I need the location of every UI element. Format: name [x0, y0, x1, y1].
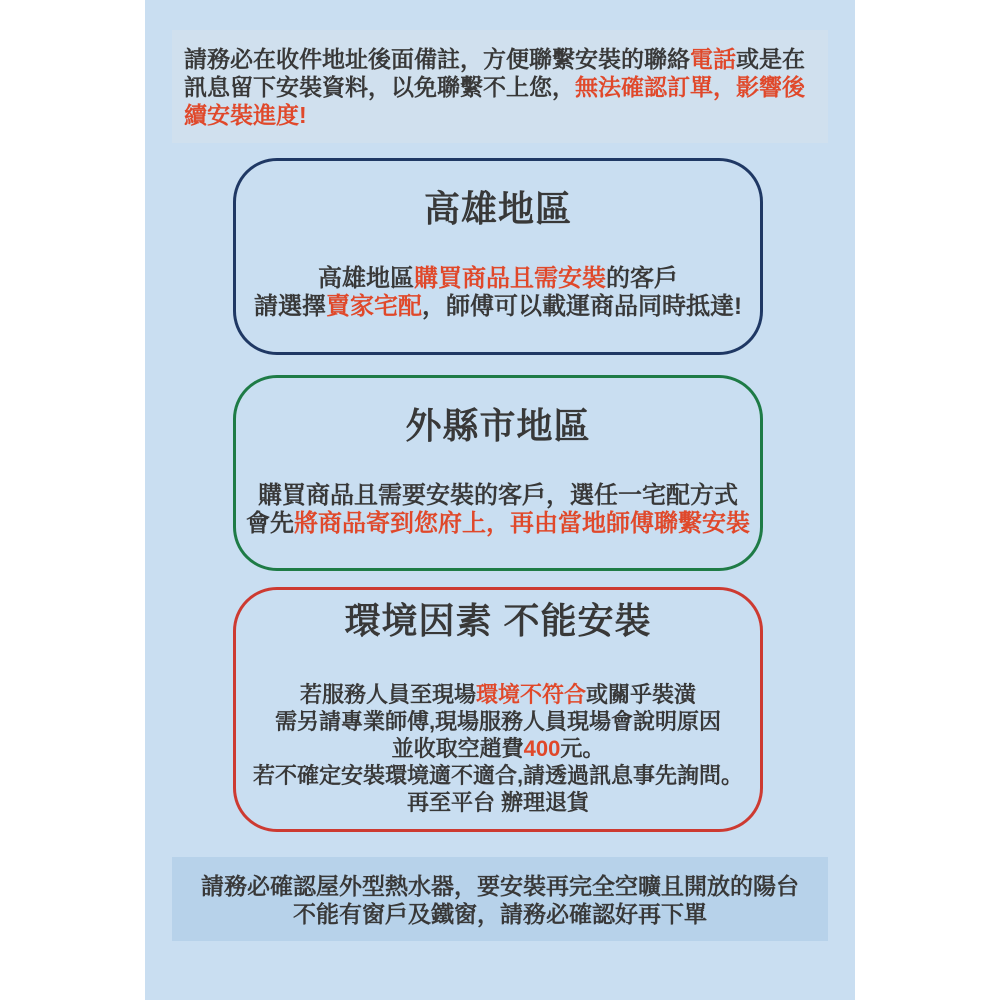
note-line [236, 482, 760, 510]
text-segment: 請務必確認屋外型熱水器，要安裝再完全空曠且開放的陽台 [201, 873, 799, 899]
text-segment: ，師傅可以載運商品同時抵達! [422, 293, 742, 320]
text-segment: 再至平台 辦理退貨 [406, 790, 590, 815]
note-line [172, 900, 828, 928]
text-segment: 元。 [560, 736, 605, 761]
bottom-outdoor-heater-note [172, 857, 828, 941]
text-segment: 並收取空趙費 [391, 736, 524, 761]
note-line [184, 45, 828, 73]
note-line [236, 510, 760, 538]
text-segment: 或關乎裝潢 [586, 682, 697, 707]
kaohsiung-area-box [233, 158, 763, 355]
note-line [172, 872, 828, 900]
note-line [236, 762, 760, 789]
kaohsiung-box-body [236, 265, 760, 321]
top-contact-note [172, 30, 828, 143]
text-segment: 的客戶 [606, 265, 678, 292]
text-segment-highlight: 無法確認訂單，影響後 [575, 74, 805, 100]
note-line [236, 681, 760, 708]
note-line [236, 708, 760, 735]
text-segment-highlight: 購買商品且需安裝 [414, 265, 606, 292]
text-segment-highlight: 續安裝進度! [184, 102, 307, 128]
text-segment-highlight: 400 [523, 736, 561, 761]
text-segment: 請選擇 [254, 293, 326, 320]
text-segment: 請務必在收件地址後面備註，方便聯繫安裝的聯絡 [184, 46, 690, 72]
text-segment: 若服務人員至現場 [299, 682, 476, 707]
text-segment-highlight: 將商品寄到您府上，再由當地師傅聯繫安裝 [294, 510, 750, 537]
other-counties-box-body [236, 482, 760, 538]
text-segment: 購買商品且需要安裝的客戶，選任一宅配方式 [258, 482, 738, 509]
text-segment-highlight: 環境不符合 [475, 682, 586, 707]
note-line [236, 789, 760, 816]
other-counties-box [233, 375, 763, 571]
text-segment: 若不確定安裝環境適不適合,請透過訊息事先詢問。 [252, 763, 744, 788]
text-segment-highlight: 電話 [690, 46, 736, 72]
other-counties-box-title: 外縣市地區 [405, 405, 591, 446]
note-line [184, 101, 828, 129]
text-segment: 或是在 [736, 46, 805, 72]
text-segment: 高雄地區 [318, 265, 414, 292]
text-segment: 需另請專業師傅,現場服務人員現場會說明原因 [274, 709, 722, 734]
environment-box-body [236, 681, 760, 816]
note-line [184, 73, 828, 101]
note-line [236, 265, 760, 293]
text-segment: 不能有窗戶及鐵窗，請務必確認好再下單 [293, 901, 707, 927]
kaohsiung-box-title: 高雄地區 [423, 188, 572, 229]
environment-factors-box [233, 587, 763, 832]
note-line [236, 735, 760, 762]
text-segment: 訊息留下安裝資料，以免聯繫不上您， [184, 74, 575, 100]
text-segment: 會先 [246, 510, 294, 537]
note-line [236, 293, 760, 321]
text-segment-highlight: 賣家宅配 [326, 293, 422, 320]
environment-box-title: 環境因素 不能安裝 [344, 600, 652, 641]
